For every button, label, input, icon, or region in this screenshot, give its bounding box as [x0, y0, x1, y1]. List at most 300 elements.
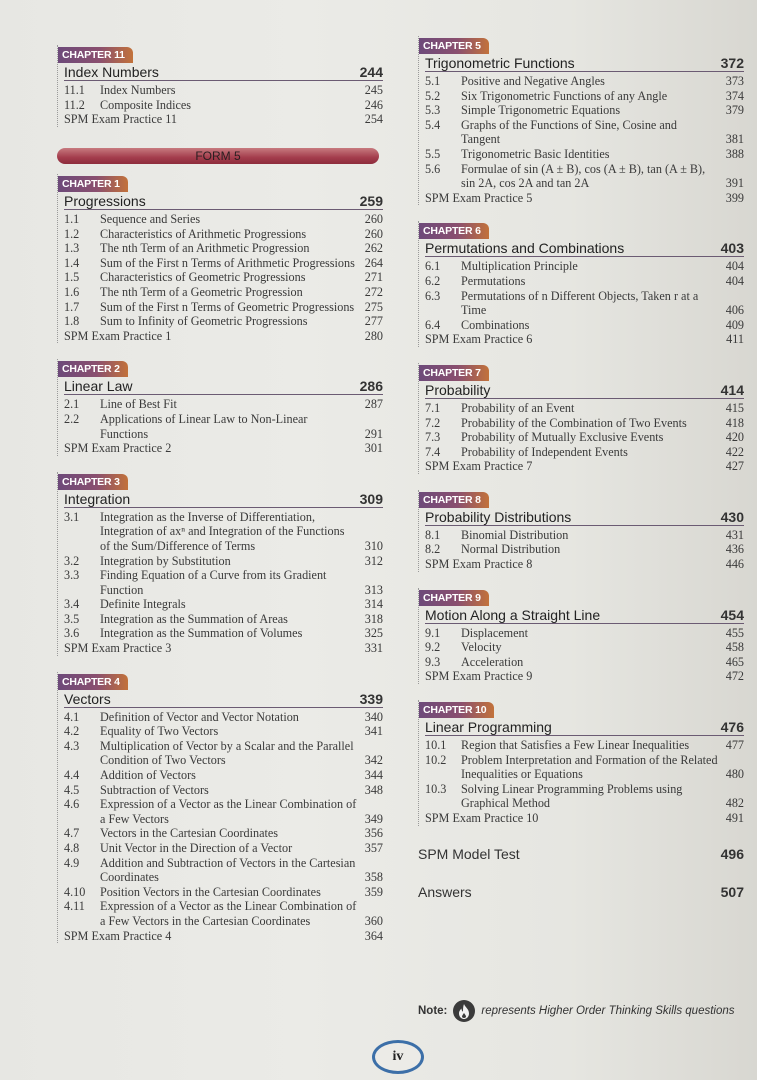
- entry-number: 6.1: [425, 259, 441, 274]
- entry-number: 4.10: [64, 884, 86, 899]
- chapter-title-row: [425, 606, 744, 624]
- chapter-entries: [425, 74, 744, 191]
- entry-page: 260: [364, 226, 383, 241]
- entry-page: 246: [364, 97, 383, 112]
- entry-page: 349: [364, 811, 383, 826]
- toc-entry[interactable]: [64, 270, 383, 285]
- left-column: [57, 45, 383, 127]
- chapter-page: 403: [720, 240, 744, 257]
- toc-entry[interactable]: [64, 568, 383, 597]
- exam-practice-entry[interactable]: [64, 641, 383, 656]
- exam-practice-entry[interactable]: [425, 459, 744, 474]
- exam-practice-entry[interactable]: [64, 441, 383, 456]
- spacer: [418, 826, 744, 842]
- entry-page: 373: [725, 74, 744, 88]
- toc-entry[interactable]: [64, 768, 383, 783]
- chapter-page: 259: [359, 193, 383, 209]
- entry-page: 420: [725, 430, 744, 445]
- chapter-title[interactable]: Index Numbers: [64, 64, 159, 80]
- chapter-title-row: [425, 239, 744, 257]
- entry-text: Addition and Subtraction of Vectors in the Cartesian Coordinates: [100, 855, 356, 885]
- entry-text: Sum of the First n Terms of Geometric Progressions: [100, 299, 355, 314]
- chapter-badge: CHAPTER 8: [419, 492, 489, 508]
- toc-entry[interactable]: [64, 841, 383, 856]
- entry-number: 9.1: [425, 625, 441, 640]
- toc-entry[interactable]: [425, 738, 744, 753]
- chapter-entries: [64, 397, 383, 441]
- practice-label: SPM Exam Practice 8: [425, 557, 533, 572]
- chapter-badge: CHAPTER 6: [419, 223, 489, 239]
- toc-entry[interactable]: [64, 885, 383, 900]
- entry-number: 3.2: [64, 553, 80, 568]
- toc-entry[interactable]: [425, 528, 744, 543]
- practice-page: 399: [725, 190, 744, 205]
- entry-page: 381: [725, 132, 744, 147]
- entry-page: 341: [364, 724, 383, 739]
- entry-page: 359: [364, 884, 383, 899]
- entry-text: Sum of the First n Terms of Arithmetic Progressions: [100, 255, 355, 270]
- hots-note: [418, 1000, 735, 1022]
- toc-entry[interactable]: [425, 318, 744, 333]
- entry-number: 5.2: [425, 88, 441, 103]
- spacer: [57, 943, 383, 959]
- entry-number: 4.6: [64, 797, 80, 812]
- entry-page: 431: [725, 527, 744, 542]
- left-column-form5: [57, 174, 383, 959]
- practice-page: 446: [725, 557, 744, 572]
- chapter-title[interactable]: Probability: [425, 381, 491, 398]
- entry-page: 465: [725, 654, 744, 669]
- spacer: [57, 656, 383, 672]
- entry-number: 3.4: [64, 597, 80, 612]
- entry-text: Characteristics of Arithmetic Progressions: [100, 226, 307, 241]
- toc-entry[interactable]: [64, 412, 383, 441]
- practice-page: 331: [364, 641, 383, 656]
- entry-number: 9.3: [425, 654, 441, 669]
- toc-entry[interactable]: [64, 554, 383, 569]
- entry-number: 5.4: [425, 117, 441, 132]
- toc-entry[interactable]: [64, 739, 383, 768]
- entry-number: 1.6: [64, 284, 80, 299]
- chapter-title[interactable]: Integration: [64, 490, 131, 507]
- entry-page: 264: [364, 255, 383, 270]
- toc-entry[interactable]: [425, 430, 744, 445]
- chapter-title[interactable]: Linear Law: [64, 378, 133, 395]
- entry-number: 7.1: [425, 400, 441, 415]
- chapter-page: 372: [720, 55, 744, 71]
- chapter-chapter-9: [418, 588, 744, 684]
- hots-flame-icon: [453, 1000, 475, 1022]
- entry-page: 310: [364, 538, 383, 553]
- toc-entry[interactable]: [64, 83, 383, 98]
- toc-entry[interactable]: [64, 783, 383, 798]
- entry-text: Integration as the Summation of Volumes: [100, 626, 303, 641]
- entry-text: Index Numbers: [100, 83, 176, 97]
- chapter-title-row: [425, 508, 744, 526]
- entry-page: 348: [364, 782, 383, 797]
- entry-number: 1.2: [64, 226, 80, 241]
- practice-label: SPM Exam Practice 3: [64, 641, 172, 656]
- exam-practice-entry[interactable]: [425, 811, 744, 826]
- practice-label: SPM Exam Practice 6: [425, 332, 533, 347]
- entry-page: 422: [725, 444, 744, 459]
- entry-page: 275: [364, 299, 383, 314]
- chapter-entries: [64, 510, 383, 641]
- entry-text: Region that Satisfies a Few Linear Inequalities: [461, 738, 690, 753]
- spacer: [57, 456, 383, 472]
- entry-text: Simple Trigonometric Equations: [461, 103, 621, 118]
- entry-text: Finding Equation of a Curve from its Gradient Function: [100, 568, 327, 597]
- entry-number: 9.2: [425, 640, 441, 655]
- exam-practice-entry[interactable]: [425, 191, 744, 206]
- chapter-chapter-5: [418, 36, 744, 205]
- entry-number: 4.2: [64, 724, 80, 739]
- chapter-entries: [425, 259, 744, 332]
- entry-page: 313: [364, 582, 383, 597]
- spacer: [418, 474, 744, 490]
- entry-text: Displacement: [461, 625, 529, 640]
- exam-practice-entry[interactable]: [64, 929, 383, 944]
- entry-page: 458: [725, 640, 744, 655]
- entry-text: Expression of a Vector as the Linear Combination of a Few Vectors: [100, 797, 357, 826]
- entry-text: Acceleration: [461, 654, 524, 669]
- practice-page: 254: [364, 112, 383, 127]
- toc-entry[interactable]: [64, 597, 383, 612]
- entry-text: Normal Distribution: [461, 542, 561, 557]
- toc-entry[interactable]: [425, 103, 744, 118]
- toc-entry[interactable]: [425, 274, 744, 289]
- toc-standalone-entry[interactable]: [418, 884, 744, 900]
- chapter-badge: CHAPTER 1: [58, 176, 128, 192]
- entry-page: 245: [364, 83, 383, 97]
- toc-entry[interactable]: [425, 162, 744, 191]
- entry-text: Applications of Linear Law to Non-Linear Functions: [100, 411, 308, 441]
- entry-text: Probability of the Combination of Two Events: [461, 415, 687, 430]
- practice-label: SPM Exam Practice 7: [425, 459, 533, 474]
- chapter-chapter-10: [418, 700, 744, 826]
- entry-text: Subtraction of Vectors: [100, 782, 209, 797]
- entry-page: 477: [725, 738, 744, 753]
- entry-page: 340: [364, 709, 383, 724]
- exam-practice-entry[interactable]: [425, 669, 744, 684]
- entry-text: Velocity: [461, 640, 502, 655]
- toc-entry[interactable]: [64, 212, 383, 227]
- toc-entry[interactable]: [425, 782, 744, 811]
- entry-number: 4.3: [64, 738, 80, 753]
- chapter-chapter-7: [418, 363, 744, 474]
- entry-page: 342: [364, 753, 383, 768]
- toc-entry[interactable]: [425, 401, 744, 416]
- toc-entry[interactable]: [64, 724, 383, 739]
- entry-page: 325: [364, 626, 383, 641]
- entry-text: Addition of Vectors: [100, 768, 196, 783]
- entry-text: Definite Integrals: [100, 597, 186, 612]
- toc-entry[interactable]: [64, 397, 383, 412]
- chapter-chapter-1: [57, 174, 383, 343]
- chapter-entries: [64, 212, 383, 329]
- chapter-badge: CHAPTER 7: [419, 365, 489, 381]
- toc-entry[interactable]: [64, 510, 383, 554]
- chapter-chapter-4: [57, 672, 383, 944]
- entry-number: 10.2: [425, 752, 447, 767]
- entry-number: 3.5: [64, 611, 80, 626]
- entry-page: 409: [725, 317, 744, 332]
- entry-text: The nth Term of a Geometric Progression: [100, 284, 303, 299]
- standalone-title: Answers: [418, 883, 472, 900]
- toc-entry[interactable]: [425, 147, 744, 162]
- toc-entry[interactable]: [425, 445, 744, 460]
- spacer: [418, 684, 744, 700]
- entry-text: Probability of Mutually Exclusive Events: [461, 430, 664, 445]
- toc-entry[interactable]: [425, 259, 744, 274]
- entry-number: 7.3: [425, 430, 441, 445]
- toc-entry[interactable]: [64, 826, 383, 841]
- entry-page: 379: [725, 103, 744, 118]
- practice-page: 427: [725, 459, 744, 474]
- chapter-title[interactable]: Linear Programming: [425, 719, 552, 736]
- entry-page: 404: [725, 259, 744, 274]
- entry-page: 391: [725, 176, 744, 191]
- entry-page: 277: [364, 314, 383, 329]
- entry-text: Permutations: [461, 273, 526, 288]
- toc-entry[interactable]: [64, 227, 383, 242]
- practice-page: 411: [726, 332, 744, 347]
- toc-entry[interactable]: [425, 118, 744, 147]
- standalone-page: 496: [720, 845, 744, 862]
- entry-number: 4.4: [64, 768, 80, 783]
- toc-entry[interactable]: [64, 856, 383, 885]
- entry-number: 1.7: [64, 299, 80, 314]
- entry-text: Multiplication Principle: [461, 259, 578, 274]
- entry-number: 1.4: [64, 255, 80, 270]
- chapter-page: 244: [359, 64, 383, 80]
- entry-number: 11.2: [64, 97, 85, 112]
- entry-page: 314: [364, 597, 383, 612]
- chapter-title-row: [64, 63, 383, 81]
- spacer: [57, 343, 383, 359]
- entry-text: Equality of Two Vectors: [100, 724, 219, 739]
- toc-entry[interactable]: [64, 797, 383, 826]
- toc-entry[interactable]: [64, 626, 383, 641]
- chapter-title[interactable]: Probability Distributions: [425, 508, 572, 525]
- chapter-page: 286: [359, 378, 383, 395]
- entry-number: 3.3: [64, 568, 80, 583]
- toc-entry[interactable]: [64, 612, 383, 627]
- entry-page: 374: [725, 88, 744, 103]
- toc-entry[interactable]: [64, 899, 383, 928]
- entry-text: Solving Linear Programming Problems using Graphical Method: [461, 781, 683, 811]
- spacer: [418, 572, 744, 588]
- entry-text: Permutations of n Different Objects, Taken r at a Time: [461, 288, 699, 318]
- standalone-title: SPM Model Test: [418, 845, 520, 862]
- entry-number: 5.1: [425, 74, 441, 88]
- chapter-title[interactable]: Permutations and Combinations: [425, 240, 625, 257]
- toc-entry[interactable]: [64, 285, 383, 300]
- note-label: Note:: [418, 1005, 448, 1017]
- entry-text: Graphs of the Functions of Sine, Cosine and Tangent: [461, 117, 677, 147]
- entry-number: 11.1: [64, 83, 85, 97]
- chapter-page: 454: [720, 606, 744, 623]
- entry-page: 482: [725, 796, 744, 811]
- entry-text: Multiplication of Vector by a Scalar and the Parallel Condition of Two Vectors: [100, 738, 354, 768]
- chapter-title-row: [64, 690, 383, 708]
- entry-number: 7.4: [425, 444, 441, 459]
- standalone-page: 507: [720, 883, 744, 900]
- chapter-title-row: [425, 381, 744, 399]
- exam-practice-entry[interactable]: [425, 557, 744, 572]
- entry-text: Combinations: [461, 317, 530, 332]
- spacer: [418, 347, 744, 363]
- chapter-badge: CHAPTER 5: [419, 38, 489, 54]
- entry-number: 7.2: [425, 415, 441, 430]
- chapter-page: 339: [359, 690, 383, 707]
- entry-number: 5.3: [425, 103, 441, 118]
- chapter-chapter-3: [57, 472, 383, 656]
- toc-entry[interactable]: [425, 289, 744, 318]
- practice-label: SPM Exam Practice 9: [425, 669, 533, 684]
- practice-page: 364: [364, 928, 383, 943]
- entry-number: 4.1: [64, 709, 80, 724]
- exam-practice-entry[interactable]: [64, 329, 383, 344]
- chapter-badge: CHAPTER 2: [58, 361, 128, 377]
- entry-page: 418: [725, 415, 744, 430]
- exam-practice-entry[interactable]: [64, 112, 383, 127]
- entry-page: 262: [364, 241, 383, 256]
- entry-page: 291: [364, 426, 383, 441]
- chapter-badge: CHAPTER 10: [419, 702, 494, 718]
- chapter-entries: [425, 738, 744, 811]
- chapter-title-row: [64, 192, 383, 210]
- toc-entry[interactable]: [425, 655, 744, 670]
- toc-entry[interactable]: [425, 89, 744, 104]
- entry-text: Probability of Independent Events: [461, 444, 628, 459]
- entry-number: 4.7: [64, 826, 80, 841]
- entry-number: 2.2: [64, 411, 80, 426]
- entry-number: 1.8: [64, 314, 80, 329]
- entry-text: Definition of Vector and Vector Notation: [100, 709, 299, 724]
- practice-label: SPM Exam Practice 4: [64, 928, 172, 943]
- entry-page: 272: [364, 284, 383, 299]
- form-5-banner: FORM 5: [57, 148, 379, 164]
- chapter-title[interactable]: Vectors: [64, 690, 111, 707]
- practice-label: SPM Exam Practice 11: [64, 112, 177, 127]
- toc-entry[interactable]: [425, 626, 744, 641]
- entry-number: 5.5: [425, 146, 441, 161]
- entry-text: Six Trigonometric Functions of any Angle: [461, 88, 668, 103]
- entry-number: 6.4: [425, 317, 441, 332]
- entry-text: Integration by Substitution: [100, 553, 231, 568]
- entry-number: 3.1: [64, 509, 80, 524]
- chapter-entries: [64, 710, 383, 929]
- chapter-page: 430: [720, 508, 744, 525]
- toc-entry[interactable]: [425, 542, 744, 557]
- chapter-title-row: [425, 54, 744, 72]
- chapter-badge: CHAPTER 9: [419, 590, 489, 606]
- practice-label: SPM Exam Practice 5: [425, 190, 533, 205]
- entry-number: 6.3: [425, 288, 441, 303]
- entry-number: 1.3: [64, 241, 80, 256]
- entry-page: 271: [364, 270, 383, 285]
- chapter-badge: CHAPTER 4: [58, 674, 128, 690]
- entry-text: Position Vectors in the Cartesian Coordinates: [100, 884, 321, 899]
- practice-page: 301: [364, 441, 383, 456]
- chapter-title-row: [64, 490, 383, 508]
- entry-number: 1.5: [64, 270, 80, 285]
- entry-text: Probability of an Event: [461, 400, 575, 415]
- toc-entry[interactable]: [425, 416, 744, 431]
- entry-page: 480: [725, 767, 744, 782]
- chapter-title-row: [425, 718, 744, 736]
- toc-entry[interactable]: [425, 640, 744, 655]
- exam-practice-entry[interactable]: [425, 332, 744, 347]
- entry-number: 1.1: [64, 212, 80, 226]
- entry-number: 4.5: [64, 782, 80, 797]
- entry-text: Expression of a Vector as the Linear Combination of a Few Vectors in the Cartesian Coordinates: [100, 899, 357, 928]
- chapter-11: [57, 45, 383, 127]
- entry-page: 388: [725, 146, 744, 161]
- chapter-title[interactable]: Motion Along a Straight Line: [425, 606, 601, 623]
- entry-text: Positive and Negative Angles: [461, 74, 605, 88]
- entry-text: Sequence and Series: [100, 212, 201, 226]
- entry-text: Composite Indices: [100, 97, 192, 112]
- entry-page: 404: [725, 273, 744, 288]
- toc-entry[interactable]: [64, 300, 383, 315]
- page-number: iv: [372, 1040, 424, 1074]
- entry-number: 3.6: [64, 626, 80, 641]
- entry-page: 356: [364, 826, 383, 841]
- chapter-page: 414: [720, 381, 744, 398]
- toc-entry[interactable]: [425, 74, 744, 89]
- practice-label: SPM Exam Practice 2: [64, 441, 172, 456]
- toc-entry[interactable]: [64, 98, 383, 113]
- entry-text: Binomial Distribution: [461, 527, 569, 542]
- right-column: [418, 36, 744, 900]
- entry-page: 357: [364, 841, 383, 855]
- entry-page: 360: [364, 913, 383, 928]
- chapter-title-row: [64, 377, 383, 395]
- entry-page: 312: [364, 553, 383, 568]
- entry-number: 10.3: [425, 781, 447, 796]
- toc-entry[interactable]: [64, 256, 383, 271]
- toc-standalone-entry[interactable]: [418, 846, 744, 862]
- entry-page: 260: [364, 212, 383, 226]
- chapter-page: 309: [359, 490, 383, 507]
- entry-number: 6.2: [425, 273, 441, 288]
- entry-text: Formulae of sin (A ± B), cos (A ± B), tan (A ± B), sin 2A, cos 2A and tan 2A: [461, 161, 706, 191]
- toc-entry[interactable]: [64, 710, 383, 725]
- chapter-title[interactable]: Trigonometric Functions: [425, 55, 575, 71]
- spacer: [418, 205, 744, 221]
- entry-text: Unit Vector in the Direction of a Vector: [100, 841, 293, 855]
- chapter-chapter-2: [57, 359, 383, 455]
- entry-text: Trigonometric Basic Identities: [461, 146, 610, 161]
- toc-entry[interactable]: [64, 241, 383, 256]
- entry-text: Characteristics of Geometric Progressions: [100, 270, 306, 285]
- entry-number: 10.1: [425, 738, 447, 753]
- entry-text: The nth Term of an Arithmetic Progression: [100, 241, 310, 256]
- toc-entry[interactable]: [64, 314, 383, 329]
- practice-page: 472: [725, 669, 744, 684]
- practice-page: 280: [364, 328, 383, 343]
- toc-entry[interactable]: [425, 753, 744, 782]
- entry-page: 318: [364, 611, 383, 626]
- chapter-chapter-8: [418, 490, 744, 572]
- chapter-title[interactable]: Progressions: [64, 193, 146, 209]
- entry-number: 5.6: [425, 161, 441, 176]
- entry-page: 358: [364, 870, 383, 885]
- entry-number: 4.11: [64, 899, 85, 914]
- entry-page: 415: [725, 400, 744, 415]
